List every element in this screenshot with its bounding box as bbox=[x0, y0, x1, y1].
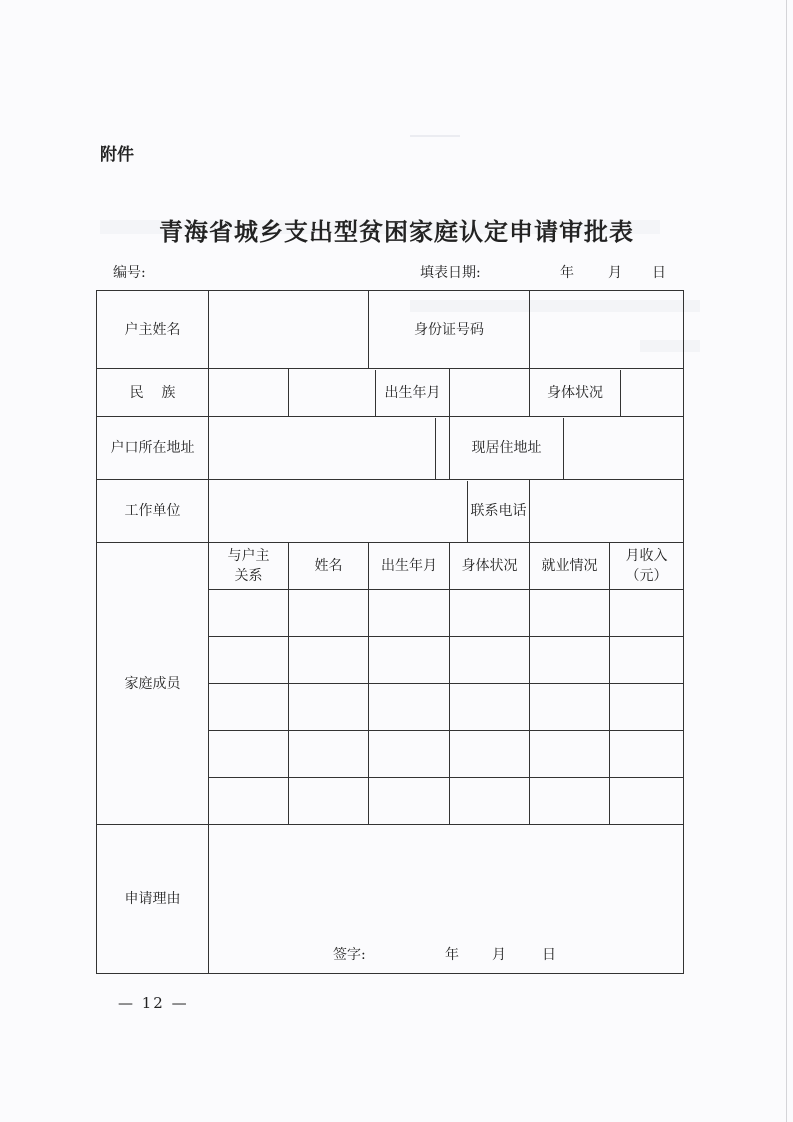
household-address-cell bbox=[209, 417, 450, 480]
member-cell[interactable] bbox=[530, 684, 610, 731]
birth-date-field[interactable] bbox=[450, 369, 530, 417]
health-field[interactable] bbox=[621, 370, 683, 416]
member-cell[interactable] bbox=[530, 590, 610, 637]
fill-date-month: 月 bbox=[608, 265, 622, 281]
member-cell[interactable] bbox=[289, 778, 369, 825]
phone-label: 联系电话 bbox=[470, 503, 527, 519]
work-unit-field[interactable] bbox=[209, 481, 468, 542]
income-line1: 月收入 bbox=[625, 548, 668, 564]
household-address-field[interactable] bbox=[209, 418, 436, 479]
application-form-table bbox=[96, 290, 684, 974]
sign-month: 月 bbox=[492, 947, 506, 963]
member-birth-header: 出生年月 bbox=[369, 543, 450, 590]
fill-date-day: 日 bbox=[652, 265, 666, 281]
member-health-header: 身体状况 bbox=[450, 543, 530, 590]
member-income-header bbox=[610, 543, 684, 590]
member-cell[interactable] bbox=[530, 731, 610, 778]
birth-date-label-text: 出生年月 bbox=[384, 384, 441, 401]
fill-date bbox=[420, 262, 680, 282]
family-members-label: 家庭成员 bbox=[97, 543, 209, 825]
number-label: 编号: bbox=[113, 265, 146, 281]
bleed-through-mark bbox=[410, 135, 460, 137]
member-cell[interactable] bbox=[610, 637, 684, 684]
member-cell[interactable] bbox=[369, 684, 450, 731]
member-cell[interactable] bbox=[289, 684, 369, 731]
member-cell[interactable] bbox=[450, 684, 530, 731]
member-cell[interactable] bbox=[209, 637, 289, 684]
member-relation-header bbox=[209, 543, 289, 590]
signature-label: 签字: bbox=[333, 947, 366, 963]
member-cell[interactable] bbox=[289, 731, 369, 778]
member-name-header: 姓名 bbox=[289, 543, 369, 590]
ethnicity-label: 民 族 bbox=[97, 369, 209, 417]
member-cell[interactable] bbox=[610, 778, 684, 825]
member-cell[interactable] bbox=[450, 637, 530, 684]
head-name-label: 户主姓名 bbox=[97, 291, 209, 369]
member-cell[interactable] bbox=[209, 590, 289, 637]
phone-field[interactable] bbox=[530, 480, 684, 543]
member-cell[interactable] bbox=[610, 731, 684, 778]
fill-date-label: 填表日期: bbox=[420, 265, 481, 281]
relation-line1: 与户主 bbox=[227, 548, 270, 564]
member-cell[interactable] bbox=[209, 778, 289, 825]
work-unit-cell bbox=[209, 480, 530, 543]
id-number-label: 身份证号码 bbox=[369, 291, 530, 369]
current-address-label: 现居住地址 bbox=[450, 418, 564, 479]
member-cell[interactable] bbox=[209, 684, 289, 731]
relation-line2: 关系 bbox=[234, 568, 263, 584]
member-cell[interactable] bbox=[209, 731, 289, 778]
head-name-field[interactable] bbox=[209, 291, 369, 369]
document-title: 青海省城乡支出型贫困家庭认定申请审批表 bbox=[159, 217, 634, 246]
id-number-field[interactable] bbox=[530, 291, 684, 369]
current-address-field[interactable] bbox=[564, 418, 683, 479]
member-employment-header: 就业情况 bbox=[530, 543, 610, 590]
member-cell[interactable] bbox=[369, 731, 450, 778]
income-line2: （元） bbox=[625, 568, 668, 584]
household-address-label: 户口所在地址 bbox=[97, 417, 209, 480]
member-cell[interactable] bbox=[450, 778, 530, 825]
reason-label: 申请理由 bbox=[97, 825, 209, 974]
member-cell[interactable] bbox=[610, 590, 684, 637]
health-label: 身体状况 bbox=[530, 370, 621, 416]
sign-year: 年 bbox=[445, 947, 459, 963]
current-address-cell bbox=[450, 417, 684, 480]
attachment-label: 附件 bbox=[100, 145, 134, 165]
page-number: — 12 — bbox=[118, 994, 189, 1012]
page-edge bbox=[786, 0, 787, 1122]
signature-line bbox=[333, 944, 556, 964]
member-cell[interactable] bbox=[369, 637, 450, 684]
member-cell[interactable] bbox=[450, 590, 530, 637]
member-cell[interactable] bbox=[369, 590, 450, 637]
member-cell[interactable] bbox=[530, 778, 610, 825]
fill-date-year: 年 bbox=[560, 265, 574, 281]
birth-date-label bbox=[289, 369, 450, 417]
member-cell[interactable] bbox=[530, 637, 610, 684]
member-cell[interactable] bbox=[289, 637, 369, 684]
work-unit-label: 工作单位 bbox=[97, 480, 209, 543]
sign-day: 日 bbox=[542, 947, 556, 963]
member-cell[interactable] bbox=[450, 731, 530, 778]
member-cell[interactable] bbox=[289, 590, 369, 637]
ethnicity-field-ext[interactable] bbox=[289, 370, 376, 416]
health-cell bbox=[530, 369, 684, 417]
member-cell[interactable] bbox=[610, 684, 684, 731]
member-cell[interactable] bbox=[369, 778, 450, 825]
ethnicity-field[interactable] bbox=[209, 369, 289, 417]
